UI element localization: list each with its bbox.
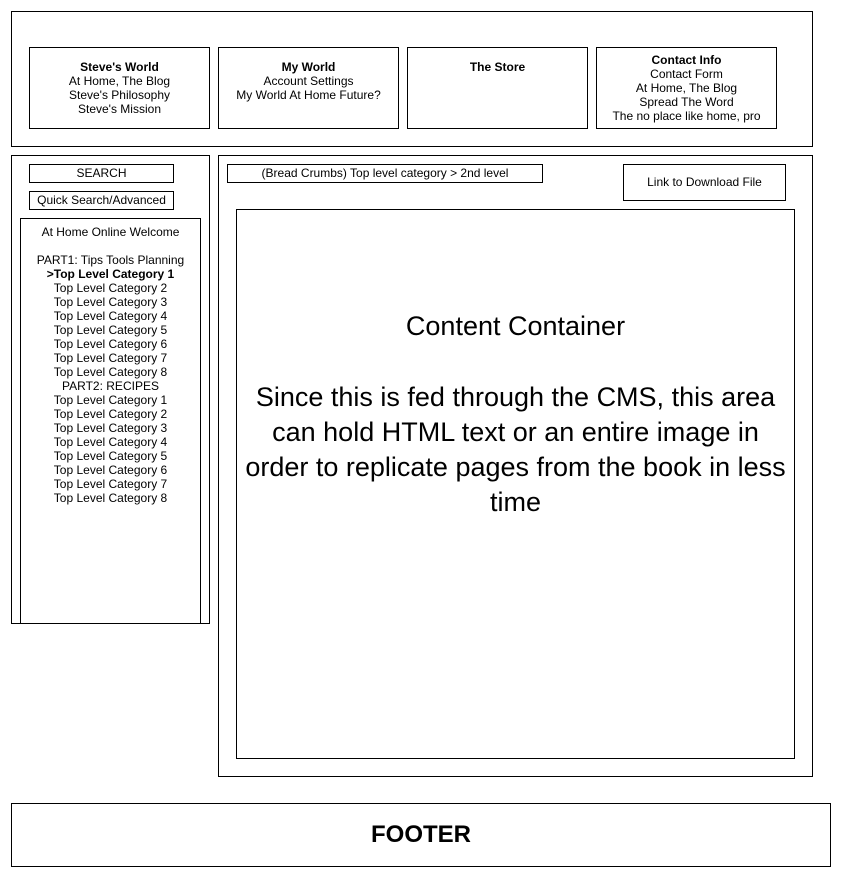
category-link[interactable]: Top Level Category 8 [53,365,168,379]
nav-link[interactable]: My World At Home Future? [236,88,381,102]
nav-title[interactable]: Steve's World [80,60,159,74]
category-link[interactable]: Top Level Category 5 [53,323,168,337]
download-file-link[interactable] [623,164,786,201]
footer-label: FOOTER [371,821,471,848]
category-link-active[interactable]: >Top Level Category 1 [46,267,175,281]
category-link[interactable]: Top Level Category 2 [53,281,168,295]
category-link[interactable]: Top Level Category 4 [53,309,168,323]
category-link[interactable]: Top Level Category 7 [53,477,168,491]
category-link[interactable]: Top Level Category 8 [53,491,168,505]
nav-title[interactable]: Contact Info [651,53,722,67]
quick-search-link[interactable] [29,191,174,210]
spacer [21,239,200,253]
breadcrumb-text[interactable]: (Bread Crumbs) Top level category > 2nd level [261,166,509,180]
category-link[interactable]: Top Level Category 4 [53,435,168,449]
category-link[interactable]: Top Level Category 5 [53,449,168,463]
nav-title[interactable]: The Store [469,60,526,74]
content-title: Content Container [405,311,626,341]
section-heading-part1: PART1: Tips Tools Planning [36,253,185,267]
nav-title[interactable]: My World [281,60,336,74]
nav-link[interactable]: Account Settings [263,74,354,88]
search-button-label: SEARCH [76,166,127,180]
download-file-label: Link to Download File [647,175,762,189]
search-button[interactable] [29,164,174,183]
nav-link[interactable]: At Home, The Blog [68,74,171,88]
nav-link[interactable]: The no place like home, pro [612,109,761,123]
nav-link[interactable]: Steve's Philosophy [68,88,170,102]
welcome-link[interactable]: At Home Online Welcome [41,225,180,239]
category-link[interactable]: Top Level Category 6 [53,463,168,477]
section-heading-part2: PART2: RECIPES [62,379,159,393]
nav-box-my-world[interactable] [218,47,399,129]
category-link[interactable]: Top Level Category 7 [53,351,168,365]
nav-link[interactable]: Spread The Word [639,95,734,109]
nav-link[interactable]: Contact Form [650,67,723,81]
quick-search-label: Quick Search/Advanced [37,193,166,207]
footer [11,803,831,867]
category-link[interactable]: Top Level Category 1 [53,393,168,407]
nav-box-contact-info[interactable] [596,47,777,129]
nav-link[interactable]: At Home, The Blog [635,81,738,95]
content-body: Since this is fed through the CMS, this area can hold HTML text or an entire image in order to replicate pages from the book in less time [245,382,786,517]
sidebar-category-list [20,218,201,624]
nav-box-the-store[interactable] [407,47,588,129]
category-link[interactable]: Top Level Category 2 [53,407,168,421]
nav-link[interactable]: Steve's Mission [78,102,161,116]
category-link[interactable]: Top Level Category 6 [53,337,168,351]
content-container [236,209,795,759]
category-link[interactable]: Top Level Category 3 [53,295,168,309]
nav-box-steves-world[interactable] [29,47,210,129]
category-link[interactable]: Top Level Category 3 [53,421,168,435]
breadcrumb[interactable] [227,164,543,183]
